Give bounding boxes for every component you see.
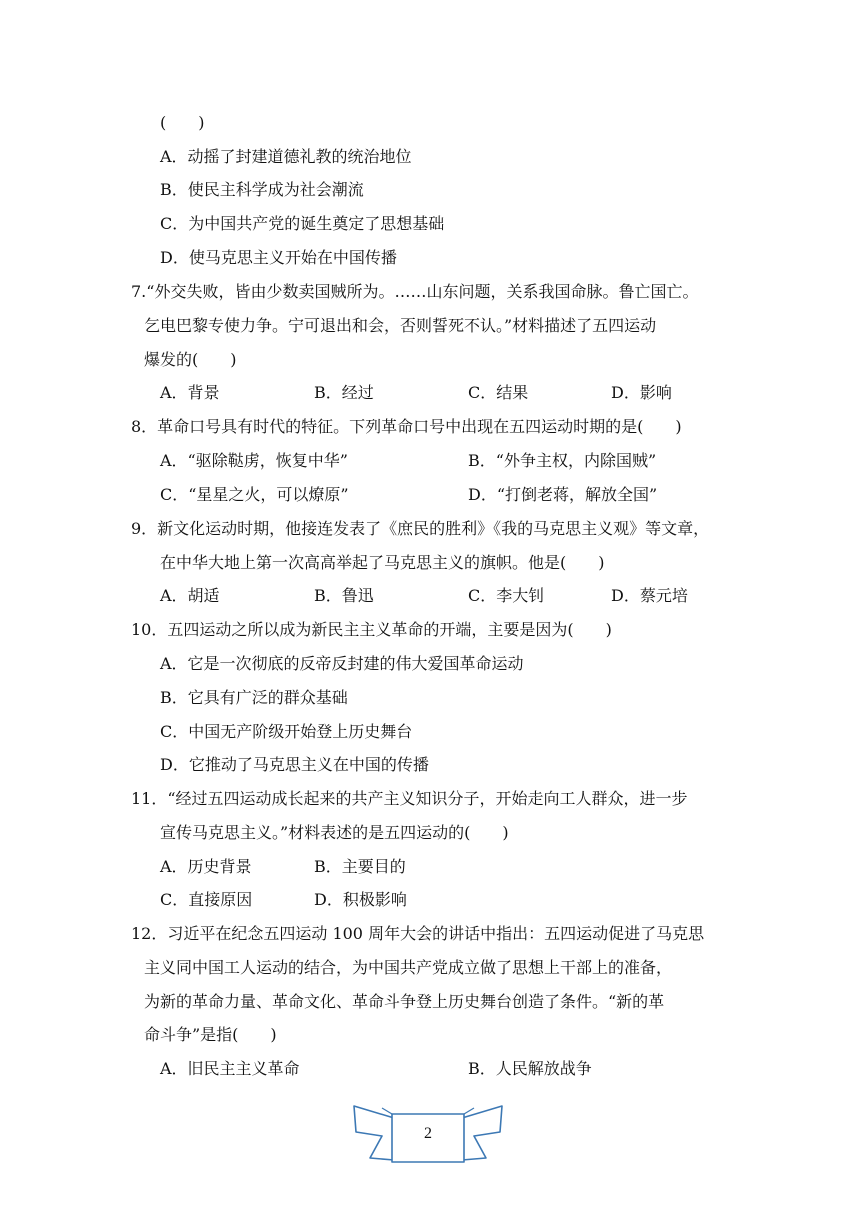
- q7-option-a: A．背景: [160, 383, 220, 402]
- q10-option-c: C．中国无产阶级开始登上历史舞台: [160, 722, 413, 741]
- q11-option-b: B．主要目的: [314, 857, 406, 876]
- question-6-paren: ( ): [160, 113, 205, 132]
- q12-option-a: A．旧民主主义革命: [160, 1059, 300, 1078]
- q11-option-d: D．积极影响: [314, 890, 407, 909]
- q10-option-b: B．它具有广泛的群众基础: [160, 688, 348, 707]
- question-12-line-4: 命斗争”是指( ): [144, 1025, 277, 1044]
- q12-option-b: B．人民解放战争: [468, 1059, 592, 1078]
- q8-option-a: A．“驱除鞑虏，恢复中华”: [160, 451, 348, 470]
- q9-option-a: A．胡适: [160, 586, 220, 605]
- question-12-line-2: 主义同中国工人运动的结合，为中国共产党成立做了思想上干部上的准备，: [144, 958, 673, 977]
- question-9-line-2: 在中华大地上第一次高高举起了马克思主义的旗帜。他是( ): [160, 553, 605, 572]
- q8-option-d: D．“打倒老蒋，解放全国”: [468, 485, 658, 504]
- question-12-line-3: 为新的革命力量、革命文化、革命斗争登上历史舞台创造了条件。“新的革: [144, 992, 665, 1011]
- q7-option-d: D．影响: [611, 383, 672, 402]
- question-7-line-3: 爆发的( ): [144, 350, 237, 369]
- q9-option-b: B．鲁迅: [314, 586, 374, 605]
- q8-option-b: B．“外争主权，内除国贼”: [468, 451, 657, 470]
- question-7-line-2: 乞电巴黎专使力争。宁可退出和会，否则誓死不认。”材料描述了五四运动: [144, 316, 657, 335]
- question-11-line-2: 宣传马克思主义。”材料表述的是五四运动的( ): [160, 823, 509, 842]
- q8-option-c: C．“星星之火，可以燎原”: [160, 485, 349, 504]
- q6-option-d: D．使马克思主义开始在中国传播: [160, 248, 397, 267]
- page-number: 2: [424, 1125, 432, 1142]
- question-9-line-1: 9．新文化运动时期，他接连发表了《庶民的胜利》《我的马克思主义观》等文章，: [131, 519, 710, 538]
- question-10: 10．五四运动之所以成为新民主主义革命的开端，主要是因为( ): [131, 620, 612, 639]
- q6-option-c: C．为中国共产党的诞生奠定了思想基础: [160, 214, 445, 233]
- q9-option-d: D．蔡元培: [611, 586, 688, 605]
- q7-option-b: B．经过: [314, 383, 374, 402]
- question-12-line-1: 12．习近平在纪念五四运动 100 周年大会的讲话中指出：五四运动促进了马克思: [131, 924, 705, 943]
- q7-option-c: C．结果: [468, 383, 529, 402]
- question-11-line-1: 11．“经过五四运动成长起来的共产主义知识分子，开始走向工人群众，进一步: [131, 789, 688, 808]
- question-7-line-1: 7.“外交失败，皆由少数卖国贼所为。……山东问题，关系我国命脉。鲁亡国亡。: [131, 282, 699, 301]
- q10-option-a: A．它是一次彻底的反帝反封建的伟大爱国革命运动: [160, 654, 524, 673]
- q6-option-b: B．使民主科学成为社会潮流: [160, 180, 364, 199]
- q6-option-a: A．动摇了封建道德礼教的统治地位: [160, 147, 412, 166]
- q9-option-c: C．李大钊: [468, 586, 545, 605]
- question-8: 8．革命口号具有时代的特征。下列革命口号中出现在五四运动时期的是( ): [131, 417, 682, 436]
- q11-option-a: A．历史背景: [160, 857, 252, 876]
- q10-option-d: D．它推动了马克思主义在中国的传播: [160, 755, 429, 774]
- q11-option-c: C．直接原因: [160, 890, 253, 909]
